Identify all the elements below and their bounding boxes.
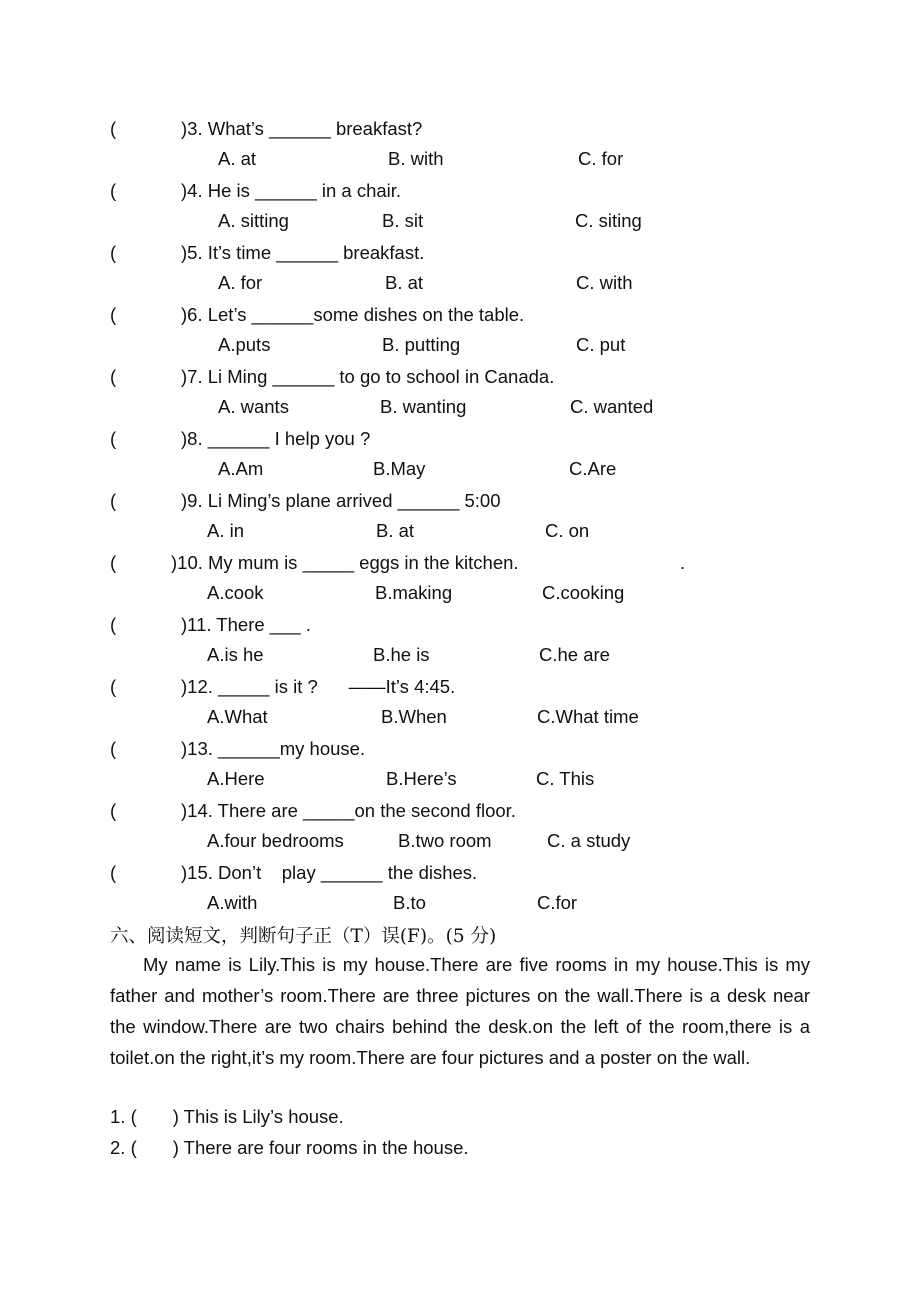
option-b: B.to bbox=[393, 892, 426, 913]
answer-paren: ( bbox=[110, 614, 117, 635]
answer-paren: ( bbox=[110, 242, 117, 263]
option-a: A.Here bbox=[207, 768, 265, 789]
question-text: )10. My mum is _____ eggs in the kitchen. bbox=[171, 552, 519, 573]
option-b: B. wanting bbox=[380, 396, 467, 417]
answer-paren: ( bbox=[110, 738, 117, 759]
option-a: A.with bbox=[207, 892, 258, 913]
option-c: C. siting bbox=[575, 210, 642, 231]
option-b: B.two room bbox=[398, 830, 492, 851]
option-a: A.Am bbox=[218, 458, 264, 479]
option-b: B.Here’s bbox=[386, 768, 457, 789]
option-a: A.cook bbox=[207, 582, 264, 603]
reading-passage: My name is Lily.This is my house.There are five rooms in my house.This is my father and mother’s room.There are three pictures on the wall.There is a desk near the window.There are two chairs behind the desk.on the left of the room,there is a toilet.on the right,it’s my room.There are four pictures and a poster on the wall. bbox=[110, 954, 810, 1068]
true-false-item-1: 1. ( ) This is Lily’s house. bbox=[110, 1106, 344, 1127]
option-c: C. with bbox=[576, 272, 633, 293]
option-a: A. at bbox=[218, 148, 257, 169]
option-a: A.four bedrooms bbox=[207, 830, 344, 851]
option-b: B. at bbox=[385, 272, 424, 293]
option-a: A. for bbox=[218, 272, 263, 293]
answer-paren: ( bbox=[110, 490, 117, 511]
question-text: )11. There ___ . bbox=[181, 614, 311, 635]
answer-paren: ( bbox=[110, 800, 117, 821]
answer-paren: ( bbox=[110, 552, 117, 573]
answer-paren: ( bbox=[110, 180, 117, 201]
question-text: )13. ______my house. bbox=[181, 738, 366, 759]
answer-paren: ( bbox=[110, 676, 117, 697]
answer-paren: ( bbox=[110, 118, 117, 139]
option-b: B. putting bbox=[382, 334, 461, 355]
answer-paren: ( bbox=[110, 428, 117, 449]
question-text: )12. _____ is it ? ——It’s 4:45. bbox=[181, 676, 456, 697]
option-b: B. at bbox=[376, 520, 415, 541]
option-c: C. wanted bbox=[570, 396, 654, 417]
option-c: C. for bbox=[578, 148, 624, 169]
option-c: C. This bbox=[536, 768, 595, 789]
answer-paren: ( bbox=[110, 366, 117, 387]
question-text: )15. Don’t play ______ the dishes. bbox=[181, 862, 478, 883]
option-b: B. with bbox=[388, 148, 444, 169]
question-text: )7. Li Ming ______ to go to school in Canada. bbox=[181, 366, 555, 387]
option-c: C.cooking bbox=[542, 582, 625, 603]
option-b: B. sit bbox=[382, 210, 424, 231]
option-a: A.puts bbox=[218, 334, 271, 355]
option-b: B.May bbox=[373, 458, 426, 479]
question-text: )6. Let’s ______some dishes on the table. bbox=[181, 304, 525, 325]
option-a: A. in bbox=[207, 520, 245, 541]
answer-paren: ( bbox=[110, 304, 117, 325]
question-text: )8. ______ I help you ? bbox=[181, 428, 371, 449]
question-text: )5. It’s time ______ breakfast. bbox=[181, 242, 425, 263]
question-text: )4. He is ______ in a chair. bbox=[181, 180, 402, 201]
true-false-item-2: 2. ( ) There are four rooms in the house. bbox=[110, 1137, 469, 1158]
option-b: B.making bbox=[375, 582, 453, 603]
option-a: A.is he bbox=[207, 644, 264, 665]
option-c: C.for bbox=[537, 892, 578, 913]
option-a: A. wants bbox=[218, 396, 289, 417]
option-c: C. put bbox=[576, 334, 626, 355]
option-c: C. a study bbox=[547, 830, 631, 851]
question-text: )3. What’s ______ breakfast? bbox=[181, 118, 423, 139]
question-text: )14. There are _____on the second floor. bbox=[181, 800, 516, 821]
trailing-period: . bbox=[680, 552, 686, 573]
section-6-title: 六、阅读短文，判断句子正（T）误(F)。(5 分) bbox=[110, 926, 497, 947]
option-c: C.What time bbox=[537, 706, 639, 727]
option-a: A.What bbox=[207, 706, 268, 727]
option-a: A. sitting bbox=[218, 210, 289, 231]
option-c: C.he are bbox=[539, 644, 610, 665]
option-c: C.Are bbox=[569, 458, 617, 479]
option-c: C. on bbox=[545, 520, 590, 541]
option-b: B.he is bbox=[373, 644, 430, 665]
question-text: )9. Li Ming’s plane arrived ______ 5:00 bbox=[181, 490, 501, 511]
option-b: B.When bbox=[381, 706, 447, 727]
answer-paren: ( bbox=[110, 862, 117, 883]
